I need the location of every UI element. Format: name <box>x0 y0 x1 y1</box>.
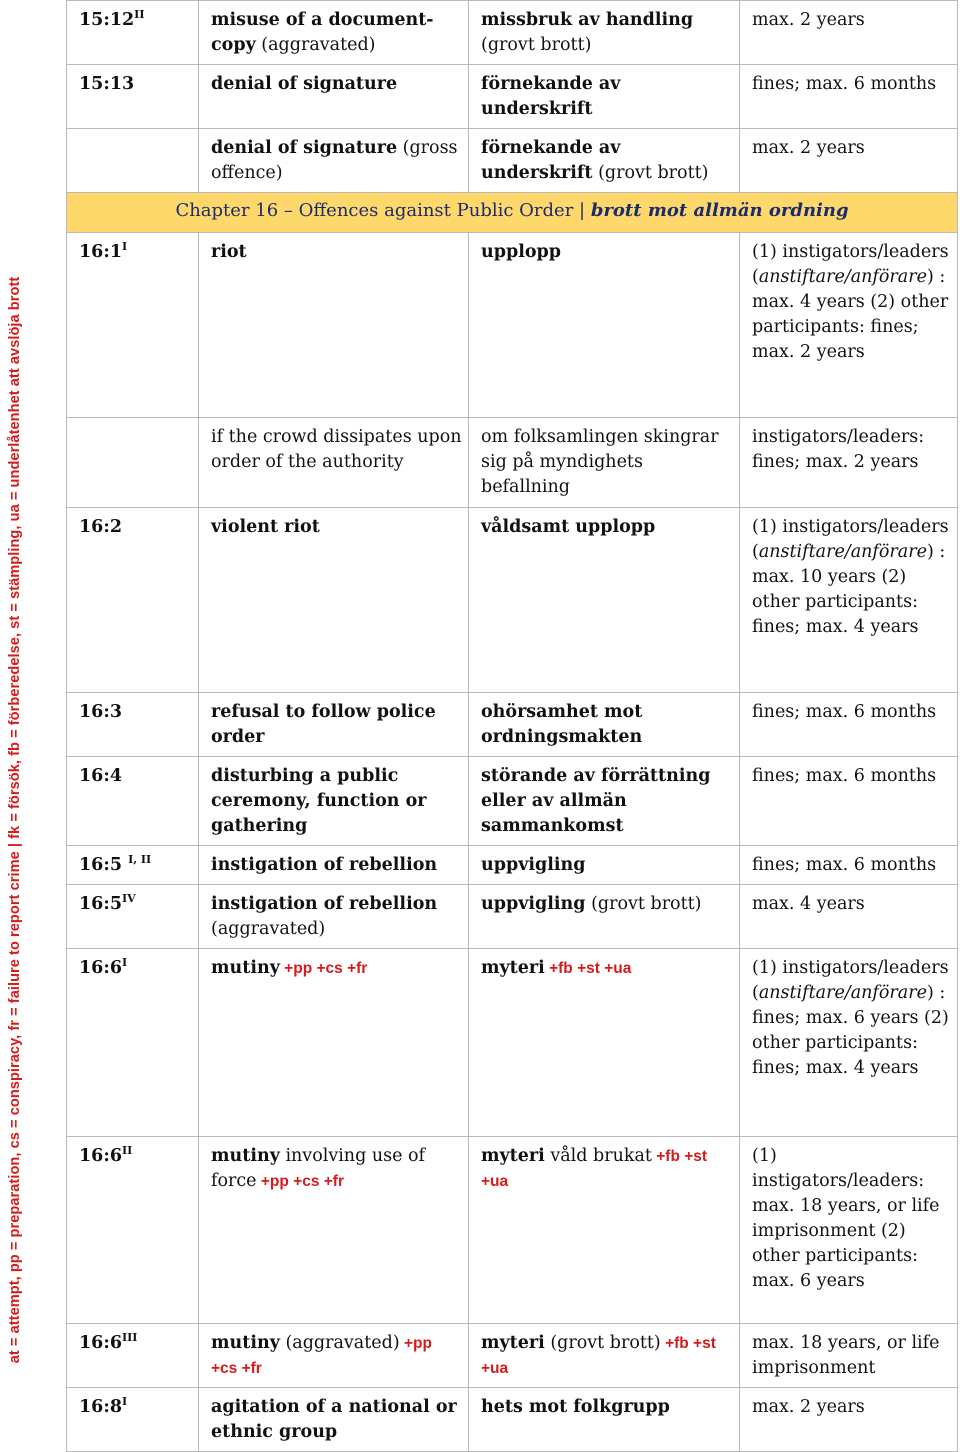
offence-english: mutiny (aggravated) +pp +cs +fr <box>199 1324 469 1388</box>
penalty: (1) instigators/leaders (anstiftare/anförare) : max. 10 years (2) other participants: fines; max. 4 years <box>740 508 958 693</box>
offence-swedish: störande av förrättning eller av allmän sammankomst <box>469 757 740 846</box>
section-number <box>67 418 199 508</box>
offence-english: riot <box>199 233 469 418</box>
penalty: max. 4 years <box>740 885 958 949</box>
offence-swedish: uppvigling <box>469 846 740 885</box>
table-row <box>67 949 958 1137</box>
offence-swedish: förnekande av underskrift <box>469 65 740 129</box>
section-number: $16:6^{II}$ <box>67 1137 199 1324</box>
offence-swedish: förnekande av underskrift (grovt brott) <box>469 129 740 193</box>
offence-english: instigation of rebellion <box>199 846 469 885</box>
scope-tags: +fb +st +ua <box>481 1335 716 1377</box>
penalty: fines; max. 6 months <box>740 757 958 846</box>
section-number: $16:6^I$ <box>67 949 199 1137</box>
offence-english: disturbing a public ceremony, function or gathering <box>199 757 469 846</box>
section-number: $16:8^I$ <box>67 1388 199 1452</box>
offence-table <box>66 0 958 1452</box>
offence-english: instigation of rebellion (aggravated) <box>199 885 469 949</box>
table-row <box>67 693 958 757</box>
offence-swedish: myteri våld brukat +fb +st +ua <box>469 1137 740 1324</box>
chapter-title: Chapter 16 – Offences against Public Order | brott mot allmän ordning <box>67 193 958 233</box>
table-row <box>67 757 958 846</box>
section-number: 16:5 $^{I, II}$ <box>67 846 199 885</box>
offence-swedish: våldsamt upplopp <box>469 508 740 693</box>
table-row <box>67 1324 958 1388</box>
section-number: 16:3 <box>67 693 199 757</box>
section-number: $15:12^{II}$ <box>67 1 199 65</box>
offence-english: violent riot <box>199 508 469 693</box>
section-number: $16:1^I$ <box>67 233 199 418</box>
offence-english: misuse of a document-copy (aggravated) <box>199 1 469 65</box>
section-number: 15:13 <box>67 65 199 129</box>
penalty: (1) instigators/leaders (anstiftare/anförare) : fines; max. 6 years (2) other participants: fines; max. 4 years <box>740 949 958 1137</box>
scope-tags: +pp +cs +fr <box>211 1335 432 1377</box>
table-row <box>67 1388 958 1452</box>
penalty: (1) instigators/leaders (anstiftare/anförare) : max. 4 years (2) other participants: fines; max. 2 years <box>740 233 958 418</box>
penalty: max. 2 years <box>740 129 958 193</box>
section-number <box>67 129 199 193</box>
table-row <box>67 129 958 193</box>
table-row <box>67 885 958 949</box>
table-row <box>67 1 958 65</box>
penalty: (1) instigators/leaders: max. 18 years, or life imprisonment (2) other participants: max. 6 years <box>740 1137 958 1324</box>
penalty: max. 18 years, or life imprisonment <box>740 1324 958 1388</box>
offence-english: if the crowd dissipates upon order of the authority <box>199 418 469 508</box>
section-number: $16:6^{III}$ <box>67 1324 199 1388</box>
offence-english: mutiny +pp +cs +fr <box>199 949 469 1137</box>
chapter-heading <box>67 193 958 233</box>
scope-tags: +pp +cs +fr <box>256 1173 344 1190</box>
scope-tags: +pp +cs +fr <box>279 960 368 977</box>
table-row <box>67 1137 958 1324</box>
penalty: instigators/leaders: fines; max. 2 years <box>740 418 958 508</box>
penalty: max. 2 years <box>740 1388 958 1452</box>
offence-swedish: upplopp <box>469 233 740 418</box>
section-number: $16:5^{IV}$ <box>67 885 199 949</box>
section-number: 16:4 <box>67 757 199 846</box>
penalty: fines; max. 6 months <box>740 693 958 757</box>
offence-english: mutiny involving use of force +pp +cs +fr <box>199 1137 469 1324</box>
abbreviation-legend-text: at = attempt, pp = preparation, cs = conspiracy, fr = failure to report crime | fk = försök, fb = förberedelse, st = stämpling, ua = underlåtenhet att avslöja brott <box>7 276 23 1364</box>
section-number: 16:2 <box>67 508 199 693</box>
scope-tags: +fb +st +ua <box>544 960 632 977</box>
offence-swedish: missbruk av handling (grovt brott) <box>469 1 740 65</box>
offence-english: refusal to follow police order <box>199 693 469 757</box>
offence-swedish: myteri +fb +st +ua <box>469 949 740 1137</box>
offence-swedish: ohörsamhet mot ordningsmakten <box>469 693 740 757</box>
offence-swedish: myteri (grovt brott) +fb +st +ua <box>469 1324 740 1388</box>
table-row <box>67 65 958 129</box>
offence-swedish: hets mot folkgrupp <box>469 1388 740 1452</box>
table-row <box>67 846 958 885</box>
abbreviation-legend <box>0 0 30 1443</box>
offence-english: agitation of a national or ethnic group <box>199 1388 469 1452</box>
penalty: fines; max. 6 months <box>740 846 958 885</box>
offence-english: denial of signature (gross offence) <box>199 129 469 193</box>
offence-swedish: uppvigling (grovt brott) <box>469 885 740 949</box>
table-row <box>67 418 958 508</box>
penalty: max. 2 years <box>740 1 958 65</box>
penalty: fines; max. 6 months <box>740 65 958 129</box>
offence-swedish: om folksamlingen skingrar sig på myndighets befallning <box>469 418 740 508</box>
table-row <box>67 508 958 693</box>
scope-tags: +fb +st +ua <box>481 1148 708 1190</box>
table-row <box>67 233 958 418</box>
offence-english: denial of signature <box>199 65 469 129</box>
